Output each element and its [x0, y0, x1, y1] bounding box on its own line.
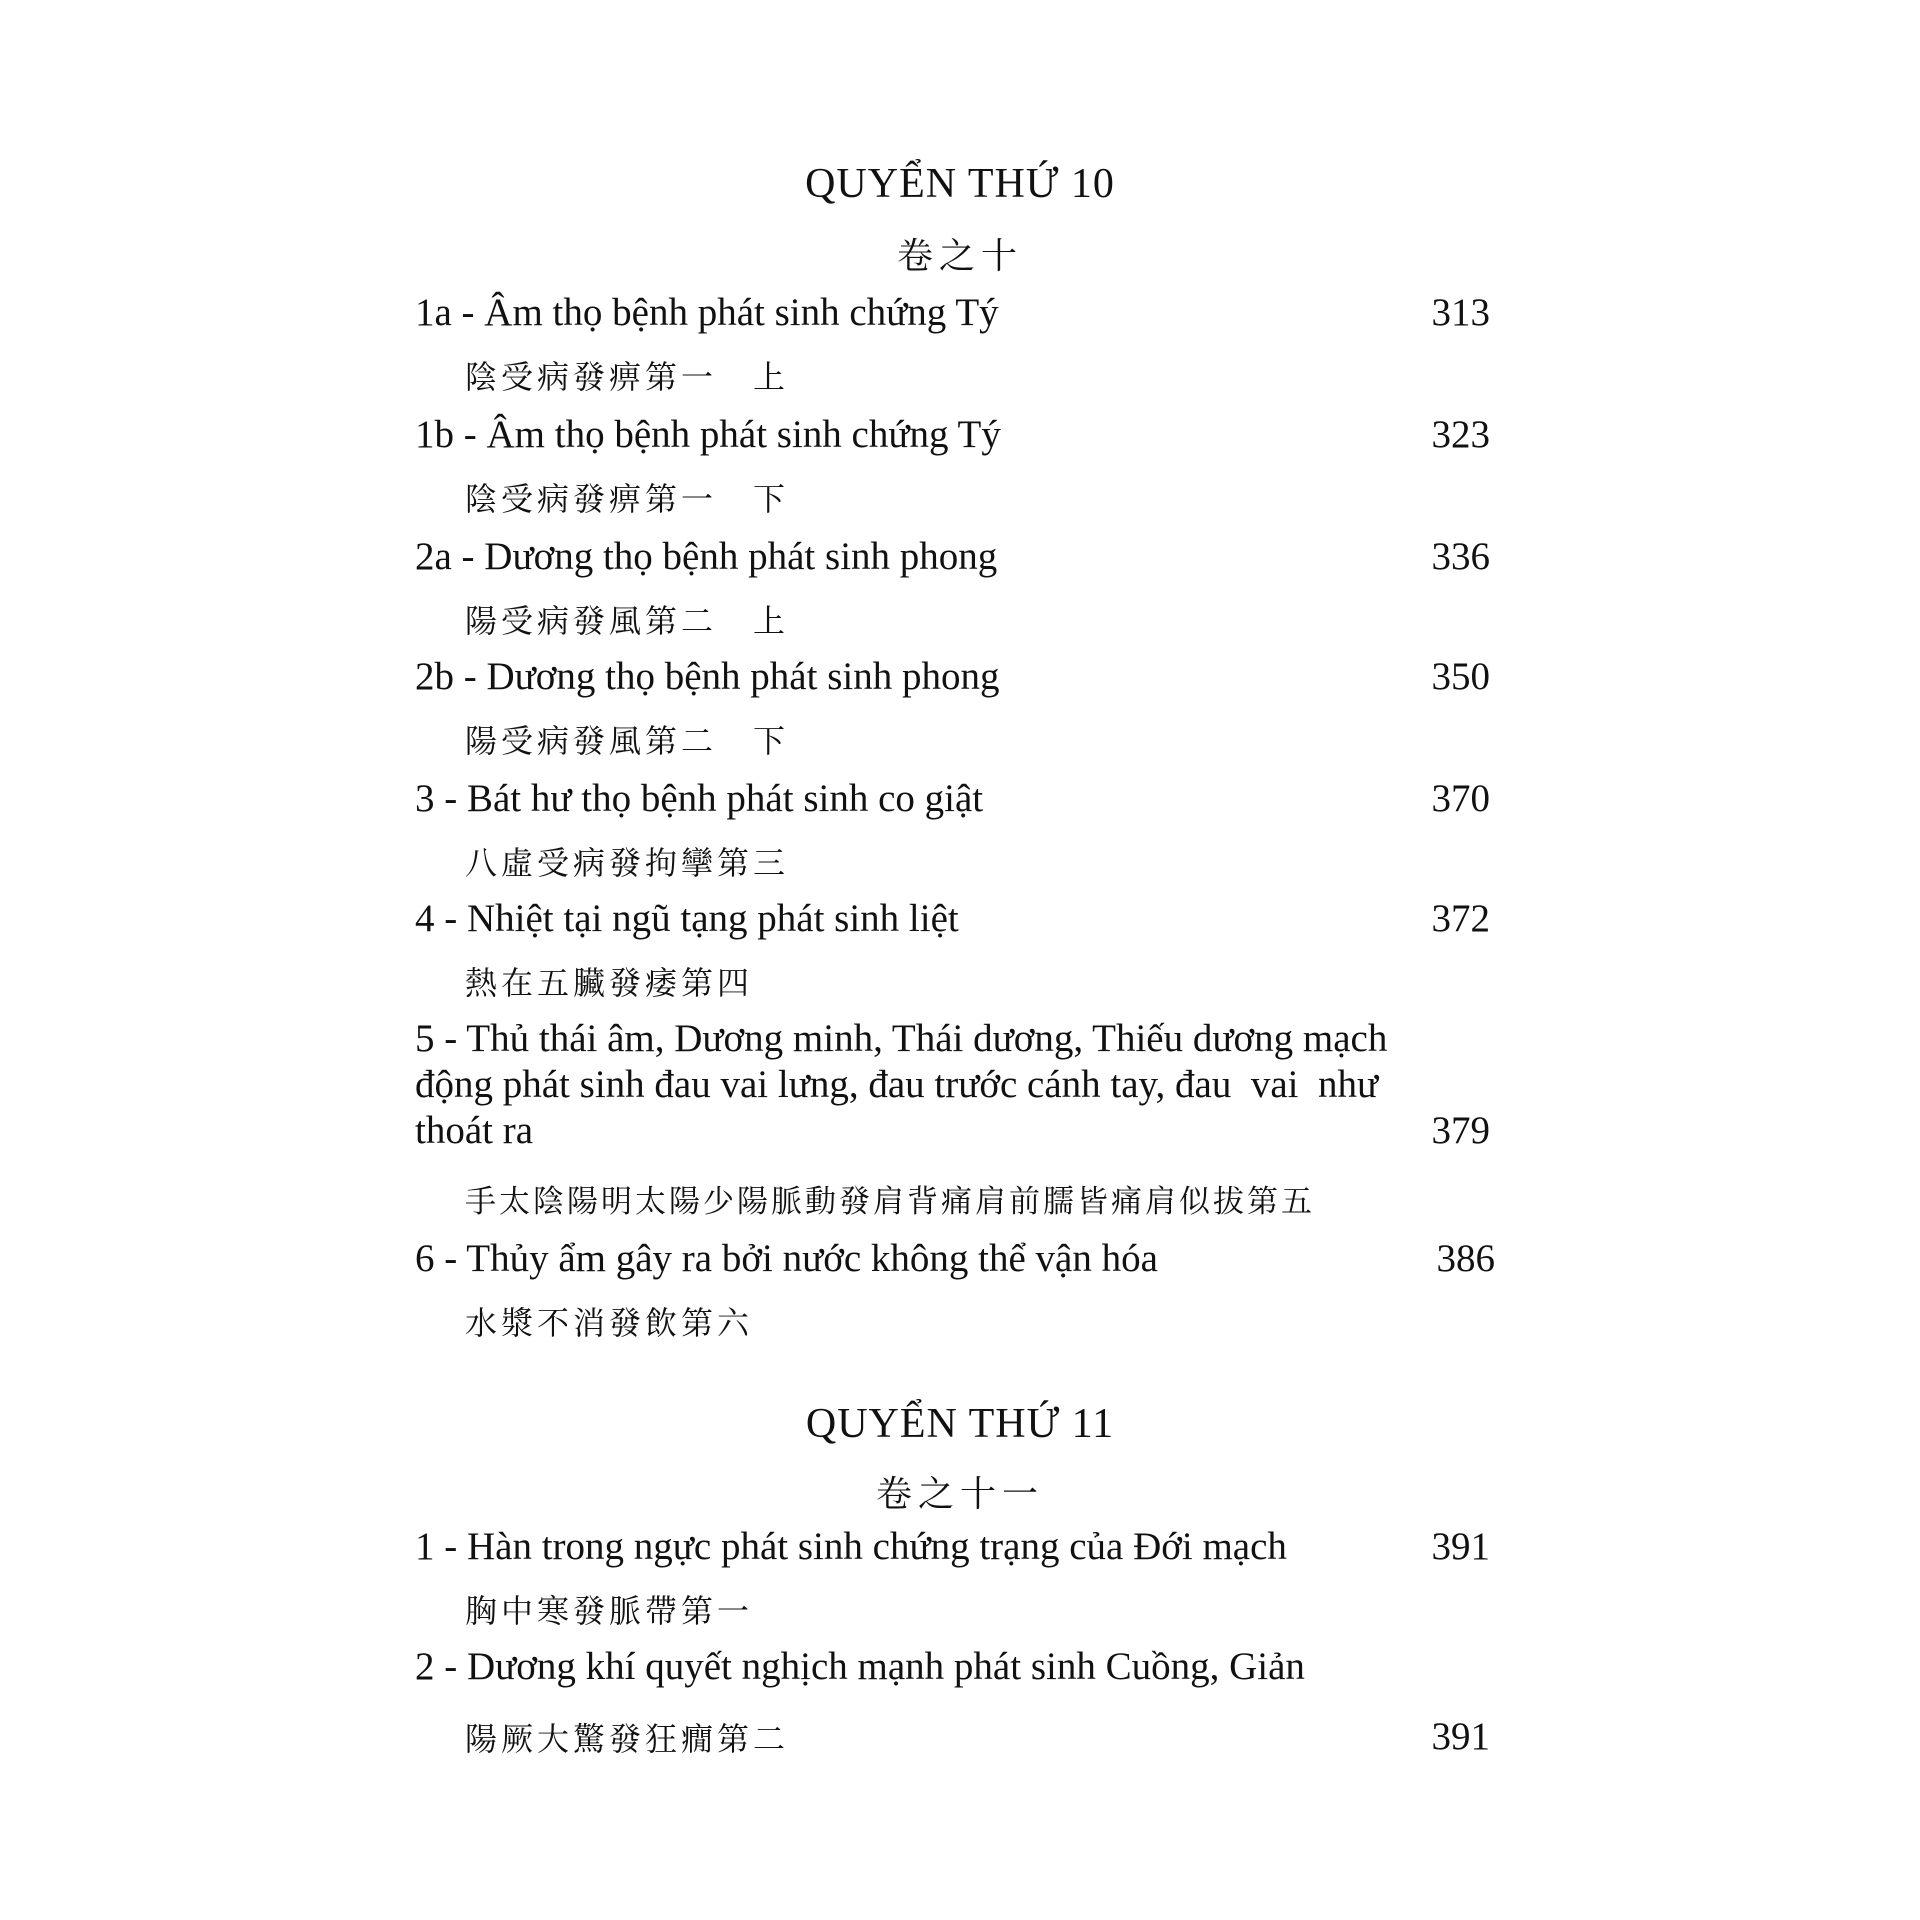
entry-chinese: 陽受病發風第二 下 — [465, 722, 790, 760]
entry-chinese: 陽厥大驚發狂癇第二 — [465, 1720, 790, 1758]
toc-entry-11-1 — [415, 1524, 1535, 1630]
entry-chinese: 熱在五臟發痿第四 — [465, 964, 754, 1002]
entry-page: 379 — [1431, 1109, 1490, 1152]
entry-text: 3 - Bát hư thọ bệnh phát sinh co giật — [415, 777, 984, 820]
entry-page: 370 — [1431, 777, 1490, 820]
entry-text: 1a - Âm thọ bệnh phát sinh chứng Tý — [415, 291, 999, 334]
entry-chinese: 陰受病發痹第一 上 — [465, 358, 790, 396]
toc-entry-11-2 — [415, 1644, 1535, 1758]
toc-entry-1b — [415, 412, 1535, 518]
entry-text: 2a - Dương thọ bệnh phát sinh phong — [415, 535, 998, 578]
toc-entry-2b — [415, 654, 1535, 760]
entry-chinese: 手太陰陽明太陽少陽脈動發肩背痛肩前臑皆痛肩似拔第五 — [465, 1184, 1315, 1220]
entry-page: 323 — [1431, 413, 1490, 456]
entry-page: 372 — [1431, 897, 1490, 940]
toc-entry-2a — [415, 534, 1535, 640]
entry-chinese: 水漿不消發飲第六 — [465, 1304, 754, 1342]
volume-11-title: QUYỂN THỨ 11 — [805, 1401, 1115, 1447]
entry-text: 4 - Nhiệt tại ngũ tạng phát sinh liệt — [415, 897, 959, 940]
toc-entry-6 — [415, 1236, 1535, 1342]
entry-text: 2b - Dương thọ bệnh phát sinh phong — [415, 655, 1000, 698]
toc-entry-5 — [415, 1016, 1545, 1220]
volume-11-subtitle: 卷之十一 — [875, 1474, 1044, 1515]
entry-page: 350 — [1431, 655, 1490, 698]
entry-text-line-1: 5 - Thủ thái âm, Dương minh, Thái dương, Thiếu dương mạch — [415, 1017, 1388, 1060]
entry-page: 391 — [1431, 1715, 1490, 1758]
entry-chinese: 胸中寒發脈帶第一 — [465, 1592, 754, 1630]
entry-page: 336 — [1431, 535, 1490, 578]
toc-entry-1a — [415, 290, 1535, 396]
volume-10-title: QUYỂN THỨ 10 — [805, 161, 1115, 207]
entry-text: 6 - Thủy ẩm gây ra bởi nước không thể vận hóa — [415, 1237, 1158, 1280]
entry-page: 313 — [1431, 291, 1490, 334]
toc-entry-4 — [415, 896, 1535, 1002]
entry-chinese: 陰受病發痹第一 下 — [465, 480, 790, 518]
entry-text: 1b - Âm thọ bệnh phát sinh chứng Tý — [415, 413, 1001, 456]
entry-text-line-2: động phát sinh đau vai lưng, đau trước cánh tay, đau vai như — [415, 1063, 1379, 1106]
entry-text: 2 - Dương khí quyết nghịch mạnh phát sinh Cuồng, Giản — [415, 1645, 1305, 1688]
volume-10-subtitle: 卷之十 — [896, 236, 1023, 277]
entry-text: 1 - Hàn trong ngực phát sinh chứng trạng của Đới mạch — [415, 1525, 1287, 1568]
entry-chinese: 八虛受病發拘攣第三 — [465, 844, 790, 882]
entry-chinese: 陽受病發風第二 上 — [465, 602, 790, 640]
toc-entry-3 — [415, 776, 1535, 882]
entry-page: 391 — [1431, 1525, 1490, 1568]
entry-page: 386 — [1436, 1237, 1495, 1280]
entry-text-line-3: thoát ra — [415, 1109, 534, 1152]
